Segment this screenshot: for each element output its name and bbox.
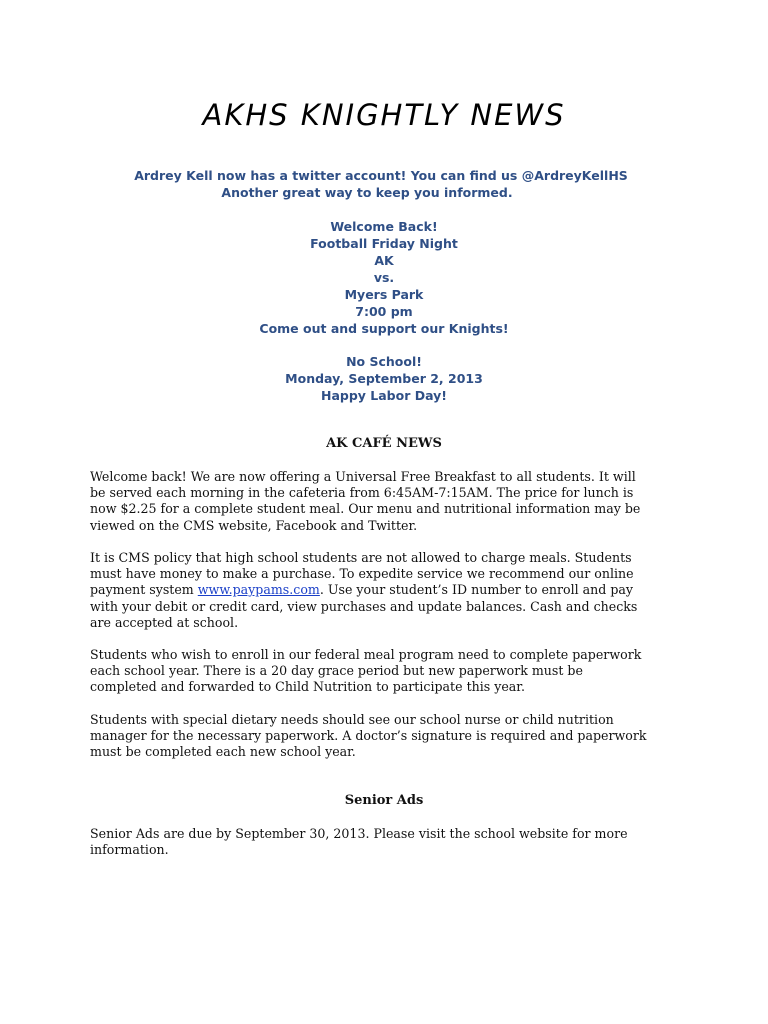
twitter-announcement-line1: Ardrey Kell now has a twitter account! You can find us @ArdreyKellHS: [134, 168, 628, 183]
cafe-paragraph-4: [90, 712, 690, 761]
cafe-p2-line: It is CMS policy that high school students are not allowed to charge meals. Students: [90, 550, 632, 565]
versus: vs.: [373, 270, 395, 285]
team-away: Myers Park: [344, 287, 424, 302]
paypams-link[interactable]: www.paypams.com: [197, 582, 320, 598]
cafe-p2-line: with your debit or credit card, view purchases and update balances. Cash and checks: [90, 598, 638, 614]
senior-ads-heading: Senior Ads: [344, 793, 424, 808]
cafe-p4-line: must be completed each new school year.: [90, 744, 356, 760]
no-school: No School!: [346, 354, 422, 369]
senior-p-line: Senior Ads are due by September 30, 2013. Please visit the school website for more: [90, 826, 628, 841]
senior-p-line: information.: [90, 842, 169, 858]
cafe-paragraph-2: [90, 550, 690, 631]
cafe-p2-line: are accepted at school.: [90, 614, 239, 630]
cafe-p4-line: manager for the necessary paperwork. A doctor’s signature is required and paperwork: [90, 728, 647, 744]
cafe-p2-line: [90, 582, 690, 598]
twitter-announcement-line2: Another great way to keep you informed.: [221, 185, 513, 200]
cafe-p1-line: Welcome back! We are now offering a Universal Free Breakfast to all students. It will: [90, 469, 636, 484]
cafe-p2-line3-pre: payment system: [90, 582, 198, 598]
game-time: 7:00 pm: [355, 304, 413, 319]
cafe-p1-line: viewed on the CMS website, Facebook and Twitter.: [90, 517, 418, 533]
no-school-date: Monday, September 2, 2013: [285, 371, 483, 386]
football-friday: Football Friday Night: [310, 236, 458, 251]
newsletter-title: AKHS KNIGHTLY NEWS: [202, 98, 566, 132]
cafe-p1-line: now $2.25 for a complete student meal. Our menu and nutritional information may be: [90, 501, 641, 517]
support-knights: Come out and support our Knights!: [259, 321, 509, 336]
cafe-p3-line: each school year. There is a 20 day grace period but new paperwork must be: [90, 663, 583, 679]
cafe-p1-line: be served each morning in the cafeteria from 6:45AM-7:15AM. The price for lunch is: [90, 485, 634, 501]
cafe-p4-line: Students with special dietary needs should see our school nurse or child nutrition: [90, 712, 614, 727]
welcome-back: Welcome Back!: [330, 219, 438, 234]
cafe-news-heading: AK CAFÉ NEWS: [326, 436, 442, 451]
cafe-p3-line: completed and forwarded to Child Nutrition to participate this year.: [90, 679, 525, 695]
cafe-p2-line3-post: . Use your student’s ID number to enroll and pay: [319, 582, 634, 598]
cafe-paragraph-3: [90, 647, 690, 696]
cafe-paragraph-1: [90, 469, 690, 534]
labor-day: Happy Labor Day!: [320, 388, 448, 403]
team-home: AK: [374, 253, 394, 268]
cafe-p2-line: must have money to make a purchase. To expedite service we recommend our online: [90, 566, 634, 582]
senior-ads-paragraph: [90, 826, 690, 858]
cafe-p3-line: Students who wish to enroll in our federal meal program need to complete paperwork: [90, 647, 642, 662]
